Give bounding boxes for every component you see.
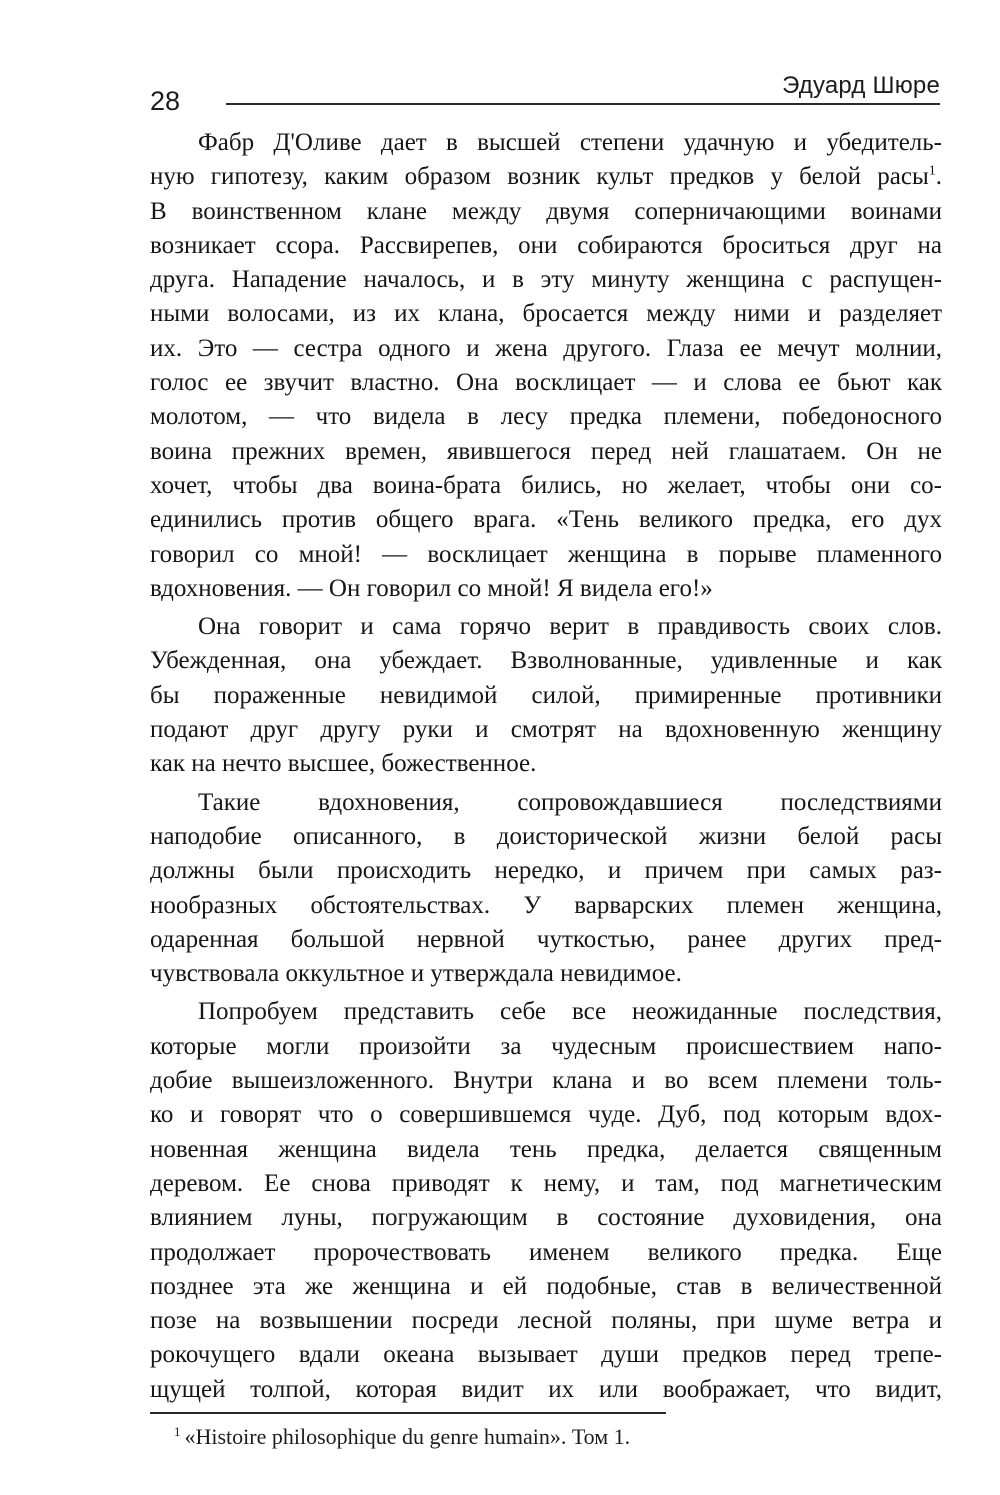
text-line: бы пораженные невидимой силой, примиренные противники <box>150 681 942 709</box>
text-line: Такие вдохновения, сопровождавшиеся последствиями <box>198 788 942 816</box>
text-line: влиянием луны, погружающим в состояние духовидения, она <box>150 1204 942 1232</box>
text-line: чувствовала оккультное и утверждала невидимое. <box>150 960 682 988</box>
footnote-reference[interactable]: 1 <box>928 163 936 179</box>
text-line: ными волосами, из их клана, бросается между ними и разделяет <box>150 300 942 328</box>
text-line: одаренная большой нервной чуткостью, ранее других пред- <box>150 925 942 953</box>
footnote-rule <box>150 1412 666 1414</box>
footnote-marker: 1 <box>174 1423 181 1439</box>
paragraph <box>150 126 942 606</box>
paragraph <box>150 610 942 781</box>
text-line: щущей толпой, которая видит их или воображает, что видит, <box>150 1375 942 1403</box>
footnote <box>174 1423 630 1451</box>
text-line: вдохновения. — Он говорил со мной! Я видела его!» <box>150 574 713 602</box>
text-line: добие вышеизложенного. Внутри клана и во всем племени толь- <box>150 1067 942 1095</box>
main-text <box>150 126 942 1411</box>
text-line: ную гипотезу, каким образом возник культ предков у белой расы$^1$. <box>150 163 942 191</box>
text-line: В воинственном клане между двумя соперничающими воинами <box>150 197 942 225</box>
text-line: деревом. Ее снова приводят к нему, и там, под магнетическим <box>150 1169 942 1197</box>
paragraph <box>150 786 942 992</box>
text-line: новенная женщина видела тень предка, делается священным <box>150 1135 942 1163</box>
text-line: позе на возвышении посреди лесной поляны, при шуме ветра и <box>150 1307 942 1335</box>
text-line: Фабр Д'Оливе дает в высшей степени удачную и убедитель- <box>198 129 942 156</box>
text-line: их. Это — сестра одного и жена другого. Глаза ее мечут молнии, <box>150 334 942 362</box>
text-line: воина прежних времен, явившегося перед ней глашатаем. Он не <box>150 437 942 465</box>
text-line: наподобие описанного, в доисторической жизни белой расы <box>150 822 942 850</box>
text-line: единились против общего врага. «Тень великого предка, его дух <box>150 506 942 534</box>
text-line: ко и говорят что о совершившемся чуде. Дуб, под которым вдох- <box>150 1101 942 1129</box>
text-line: друга. Нападение началось, и в эту минуту женщина с распущен- <box>150 266 942 294</box>
text-line: как на нечто высшее, божественное. <box>150 750 537 778</box>
text-line: голос ее звучит властно. Она восклицает — и слова ее бьют как <box>150 369 942 397</box>
footnote-reference-suffix: . <box>935 163 942 191</box>
text-line: подают друг другу руки и смотрят на вдохновенную женщину <box>150 716 942 744</box>
text-line: нообразных обстоятельствах. У варварских племен женщина, <box>150 891 942 919</box>
text-line: Она говорит и сама горячо верит в правдивость своих слов. <box>198 613 942 641</box>
paragraph <box>150 995 942 1407</box>
text-line: говорил со мной! — восклицает женщина в порыве пламенного <box>150 540 942 568</box>
text-line: Попробуем представить себе все неожиданные последствия, <box>198 998 942 1026</box>
text-line: которые могли произойти за чудесным происшествием напо- <box>150 1032 942 1060</box>
text-line: должны были происходить нередко, и причем при самых раз- <box>150 857 942 885</box>
text-line: Убежденная, она убеждает. Взволнованные, удивленные и как <box>150 647 942 675</box>
page-number: 28 <box>150 86 181 116</box>
text-line: хочет, чтобы два воина-брата бились, но желает, чтобы они со- <box>150 471 942 499</box>
text-line: рокочущего вдали океана вызывает души предков перед трепе- <box>150 1341 942 1369</box>
footnote-text: «Histoire philosophique du genre humain». Том 1. <box>184 1424 631 1449</box>
text-line: молотом, — что видела в лесу предка племени, победоносного <box>150 403 942 431</box>
text-line: позднее эта же женщина и ей подобные, став в величественной <box>150 1272 942 1300</box>
header-rule <box>226 103 940 105</box>
text-line: продолжает пророчествовать именем великого предка. Еще <box>150 1238 942 1266</box>
text-line: возникает ссора. Рассвирепев, они собираются броситься друг на <box>150 231 942 259</box>
running-head-author: Эдуард Шюре <box>782 72 940 99</box>
